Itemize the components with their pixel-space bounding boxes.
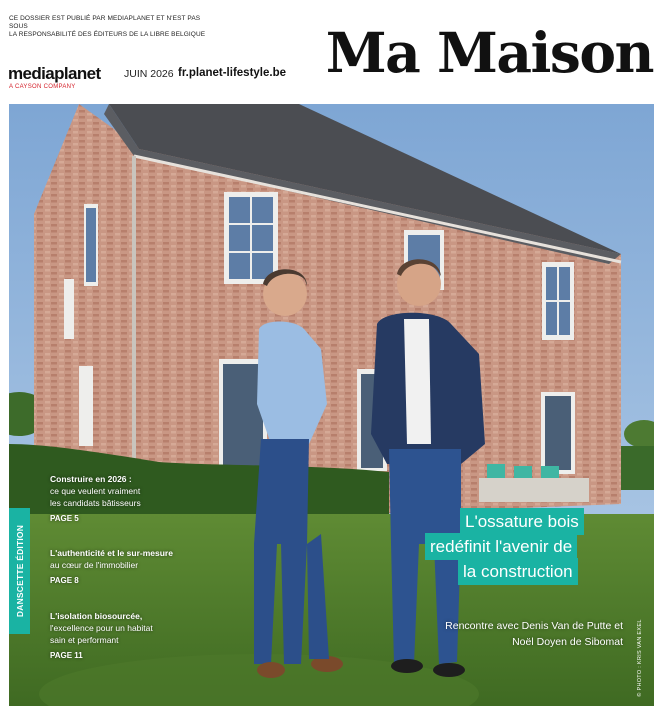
interview-caption-line-2: Noël Doyen de Sibomat xyxy=(512,636,623,648)
toc-item-desc: l'excellence pour un habitat xyxy=(50,623,153,633)
masthead-title: Ma Maison xyxy=(325,20,653,85)
edition-side-tab-label: DANSCETTE ÉDITION xyxy=(14,524,25,618)
disclaimer-line-1: CE DOSSIER EST PUBLIÉ PAR MEDIAPLANET ET N'EST PAS SOUS xyxy=(9,15,201,30)
headline-line-3 xyxy=(458,558,578,585)
headline-line-2 xyxy=(425,533,577,560)
toc-item-page: PAGE 11 xyxy=(50,651,83,660)
toc-item-desc: les candidats bâtisseurs xyxy=(50,498,141,508)
interview-caption xyxy=(445,618,623,650)
headline-text: la construction xyxy=(458,558,578,585)
photo-credit xyxy=(634,620,646,696)
toc-item-desc: au cœur de l'immobilier xyxy=(50,560,139,570)
website-link[interactable]: fr.planet-lifestyle.be xyxy=(178,67,287,79)
toc-item-1[interactable] xyxy=(50,473,141,525)
toc-item-title: L'authenticité et le sur-mesure xyxy=(50,548,173,558)
toc-item-title: L'isolation biosourcée, xyxy=(50,611,143,621)
interview-caption-line-1: Rencontre avec Denis Van de Putte et xyxy=(445,620,623,632)
issue-date: JUIN 2026 xyxy=(124,68,174,80)
headline-text: redéfinit l'avenir de xyxy=(425,533,577,560)
toc-item-3[interactable] xyxy=(50,610,153,662)
toc-item-desc: ce que veulent vraiment xyxy=(50,486,141,496)
disclaimer xyxy=(9,15,209,39)
toc-item-desc: sain et performant xyxy=(50,635,119,645)
brand-subtitle: A CAYSON COMPANY xyxy=(9,84,76,90)
photo-credit-text: © PHOTO : KRIS VAN EXEL xyxy=(637,619,643,697)
toc-item-title: Construire en 2026 : xyxy=(50,474,132,484)
toc-item-2[interactable] xyxy=(50,547,173,587)
disclaimer-line-2: LA RESPONSABILITÉ DES ÉDITEURS DE LA LIBRE BELGIQUE xyxy=(9,31,206,38)
brand-logo: mediaplanet xyxy=(8,64,101,83)
headline-line-1 xyxy=(460,508,584,535)
toc-item-page: PAGE 8 xyxy=(50,576,79,585)
headline-text: L'ossature bois xyxy=(460,508,584,535)
edition-side-tab xyxy=(9,508,30,634)
toc-item-page: PAGE 5 xyxy=(50,514,79,523)
